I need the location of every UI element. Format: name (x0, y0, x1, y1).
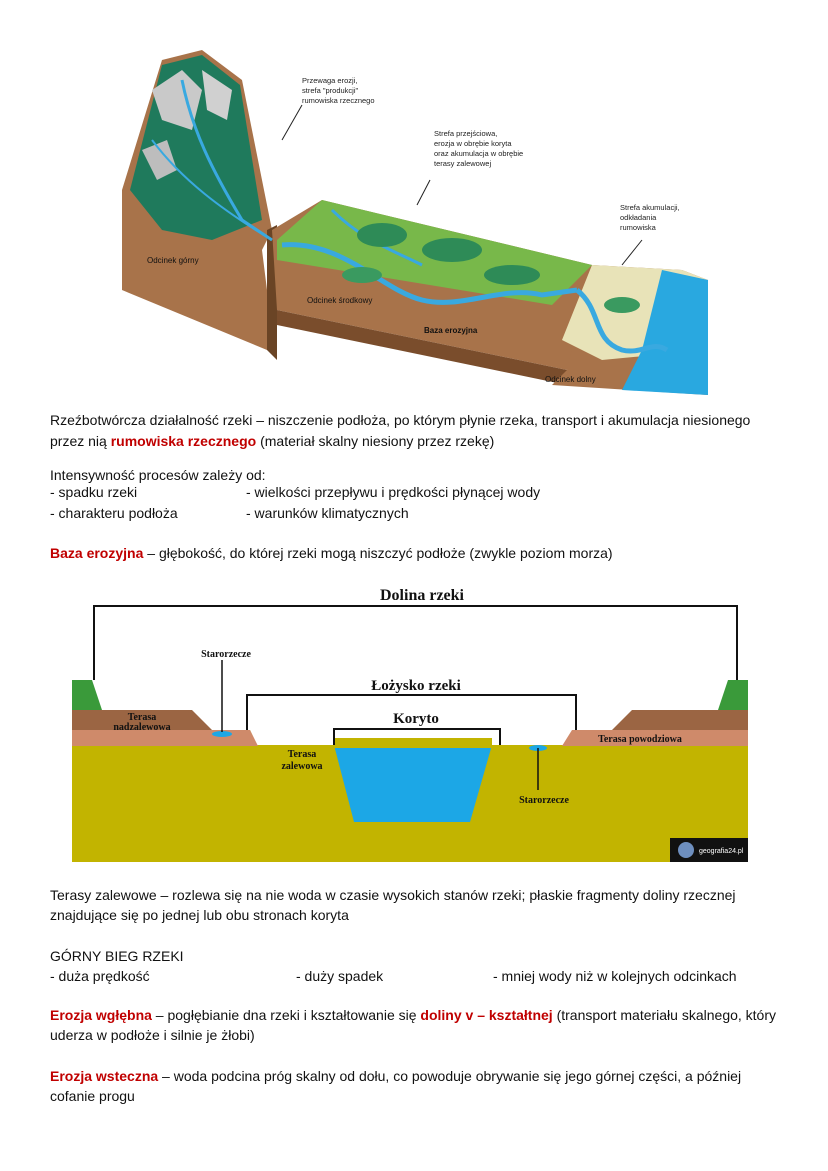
label-terasa-nadzalewowa-1: Terasa (127, 712, 157, 723)
term-dolina-v: doliny v – kształtnej (420, 1007, 553, 1023)
section-label-lower: Odcinek dolny (545, 375, 596, 384)
watermark: geografia24.pl (699, 848, 744, 855)
list-item: - wielkości przepływu i prędkości płynącej wody (246, 484, 541, 500)
annotation-line: Strefa akumulacji, (620, 203, 680, 212)
term-erozja-wglebna: Erozja wgłębna (50, 1007, 152, 1023)
label-koryto: Koryto (393, 711, 439, 727)
river-course-diagram (122, 50, 708, 400)
upper-course-heading: GÓRNY BIEG RZEKI (50, 948, 184, 964)
label-terasa-zalewowa-1: Terasa (287, 749, 317, 760)
section-label-middle: Odcinek środkowy (307, 296, 373, 305)
valley-cross-section (72, 580, 748, 862)
text-segment: (materiał skalny niesiony przez rzekę) (256, 433, 495, 449)
annotation-line: odkładania (620, 213, 657, 222)
section-label-upper: Odcinek górny (147, 256, 199, 265)
list-item: - mniej wody niż w kolejnych odcinkach (493, 968, 737, 984)
text-segment: – woda podcina próg skalny od dołu, co powoduje obrywanie się jego górnej części, a później (158, 1068, 742, 1084)
annotation-line: rumowiska rzecznego (302, 96, 375, 105)
label-lozysko-rzeki: Łożysko rzeki (371, 678, 461, 694)
label-terasa-nadzalewowa-2: nadzalewowa (113, 722, 171, 733)
intensity-heading: Intensywność procesów zależy od: (50, 467, 266, 483)
upper-course-row (50, 966, 737, 987)
label-starorzecze-left: Starorzecze (201, 649, 251, 660)
list-item: - duży spadek (296, 968, 384, 984)
term-rumowisko: rumowiska rzecznego (110, 433, 257, 449)
annotation-line: rumowiska (620, 223, 656, 232)
text-segment: (transport materiału skalnego, który (552, 1007, 777, 1023)
annotation-line: strefa "produkcji" (302, 86, 359, 95)
para-erozja-wsteczna-line2: cofanie progu (50, 1088, 135, 1104)
para-terasy-line2: znajdujące się po jednej lub obu stronach koryta (50, 907, 349, 923)
para-definition-line2 (50, 431, 494, 452)
para-definition-line1: Rzeźbotwórcza działalność rzeki – niszczenie podłoża, po którym płynie rzeka, transport i akumulacja niesionego (50, 412, 751, 428)
term-erozja-wsteczna: Erozja wsteczna (50, 1068, 159, 1084)
globe-icon (678, 842, 694, 858)
annotation-line: Przewaga erozji, (302, 76, 358, 85)
annotation-line: terasy zalewowej (434, 159, 492, 168)
label-starorzecze-right: Starorzecze (519, 795, 569, 806)
para-baza (50, 543, 613, 564)
annotation-line: Strefa przejściowa, (434, 129, 498, 138)
term-baza-erozyjna: Baza erozyjna (50, 545, 144, 561)
para-erozja-wglebna-line2: uderza w podłoże i silnie je żłobi) (50, 1027, 255, 1043)
list-item: - warunków klimatycznych (246, 505, 409, 521)
list-item: - charakteru podłoża (50, 505, 178, 521)
annotation-line: oraz akumulacja w obrębie (434, 149, 524, 158)
para-erozja-wglebna-line1 (50, 1005, 776, 1026)
label-dolina-rzeki: Dolina rzeki (380, 587, 464, 604)
label-terasa-powodziowa: Terasa powodziowa (598, 734, 682, 745)
para-erozja-wsteczna-line1 (50, 1066, 741, 1087)
list-item: - spadku rzeki (50, 484, 138, 500)
annotation-line: erozja w obrębie koryta (434, 139, 512, 148)
label-terasa-zalewowa-2: zalewowa (281, 761, 323, 772)
list-item: - duża prędkość (50, 968, 150, 984)
para-terasy-line1: Terasy zalewowe – rozlewa się na nie woda w czasie wysokich stanów rzeki; płaskie fragmenty doliny rzecznej (50, 887, 736, 903)
text-segment: przez nią (50, 433, 111, 449)
text-segment: – pogłębianie dna rzeki i kształtowanie się (151, 1007, 421, 1023)
text-segment: – głębokość, do której rzeki mogą niszczyć podłoże (zwykle poziom morza) (143, 545, 613, 561)
intensity-row (50, 503, 409, 524)
intensity-row (50, 482, 541, 503)
section-label-base: Baza erozyjna (424, 326, 478, 335)
